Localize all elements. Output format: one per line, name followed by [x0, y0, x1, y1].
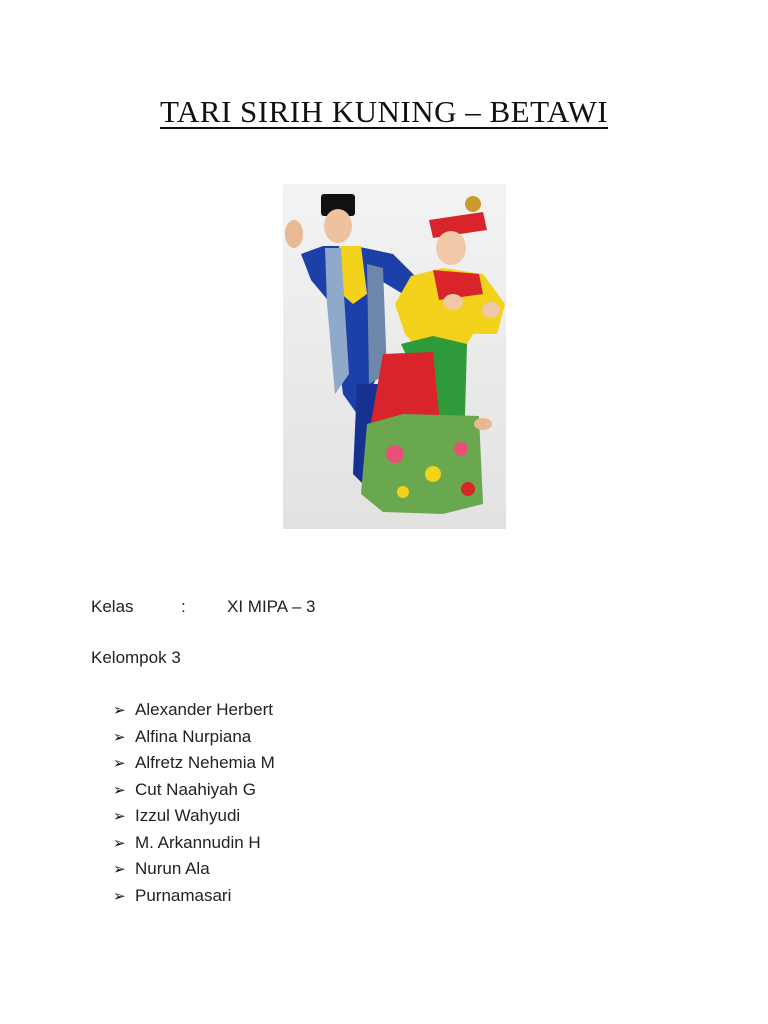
member-name: Cut Naahiyah G: [135, 779, 256, 799]
member-item: [113, 697, 275, 724]
member-item: [113, 830, 275, 857]
member-item: [113, 803, 275, 830]
arrow-bullet-icon: ➢: [113, 728, 126, 746]
arrow-bullet-icon: ➢: [113, 755, 126, 773]
arrow-bullet-icon: ➢: [113, 834, 126, 852]
member-item: [113, 750, 275, 777]
kelas-separator: :: [181, 597, 186, 616]
group-label: Kelompok 3: [91, 648, 181, 667]
member-list: [113, 697, 275, 909]
member-name: Izzul Wahyudi: [135, 806, 241, 826]
dancers-photo: [283, 184, 506, 529]
arrow-bullet-icon: ➢: [113, 702, 126, 720]
member-name: M. Arkannudin H: [135, 832, 261, 852]
member-item: [113, 883, 275, 910]
member-item: [113, 856, 275, 883]
member-name: Alfina Nurpiana: [135, 726, 252, 746]
member-name: Nurun Ala: [135, 859, 210, 879]
kelas-label: Kelas: [91, 597, 134, 616]
arrow-bullet-icon: ➢: [113, 781, 126, 799]
member-item: [113, 724, 275, 751]
arrow-bullet-icon: ➢: [113, 808, 126, 826]
document-title: TARI SIRIH KUNING – BETAWI: [159, 94, 609, 129]
arrow-bullet-icon: ➢: [113, 861, 126, 879]
kelas-value: XI MIPA – 3: [227, 597, 316, 616]
member-name: Alexander Herbert: [135, 700, 273, 720]
member-name: Purnamasari: [135, 885, 232, 905]
member-name: Alfretz Nehemia M: [135, 753, 275, 773]
arrow-bullet-icon: ➢: [113, 887, 126, 905]
member-item: [113, 777, 275, 804]
